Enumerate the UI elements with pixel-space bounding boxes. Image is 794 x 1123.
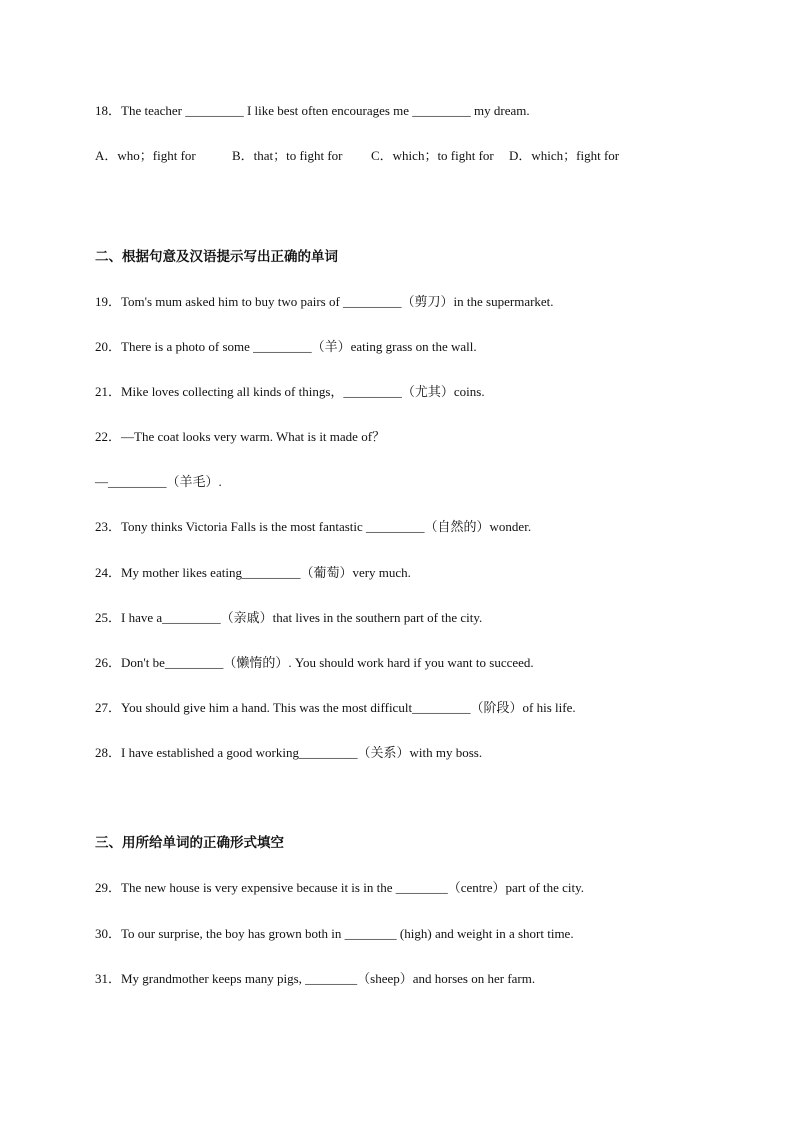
question-20: 20．There is a photo of some _________（羊）eating grass on the wall. (95, 339, 477, 354)
question-28: 28．I have established a good working_________（关系）with my boss. (95, 745, 483, 760)
section-2-heading: 二、根据句意及汉语提示写出正确的单词 (95, 249, 338, 265)
option-d: D．which；fight for (509, 148, 620, 163)
question-23: 23．Tony thinks Victoria Falls is the most fantastic _________（自然的）wonder. (95, 519, 532, 534)
option-c: C．which；to fight for (371, 148, 494, 163)
question-22-answer: —_________（羊毛）. (95, 474, 222, 489)
section-3-heading: 三、用所给单词的正确形式填空 (95, 835, 284, 851)
question-26: 26．Don't be_________（懒惰的）. You should work hard if you want to succeed. (95, 655, 534, 670)
question-29: 29．The new house is very expensive because it is in the ________（centre）part of the city. (95, 880, 585, 895)
option-a: A．who；fight for (95, 148, 196, 163)
question-31: 31．My grandmother keeps many pigs, ________（sheep）and horses on her farm. (95, 971, 536, 986)
question-30: 30．To our surprise, the boy has grown both in ________ (high) and weight in a short time. (95, 926, 574, 941)
question-24: 24．My mother likes eating_________（葡萄）very much. (95, 565, 411, 580)
question-19: 19．Tom's mum asked him to buy two pairs of _________（剪刀）in the supermarket. (95, 294, 554, 309)
question-25: 25．I have a_________（亲戚）that lives in the southern part of the city. (95, 610, 483, 625)
question-18-options (95, 147, 619, 165)
question-21: 21．Mike loves collecting all kinds of things，_________（尤其）coins. (95, 384, 485, 399)
option-b: B．that；to fight for (232, 148, 343, 163)
question-22: 22．—The coat looks very warm. What is it made of？ (95, 429, 386, 444)
question-18: 18．The teacher _________ I like best often encourages me _________ my dream. (95, 103, 530, 118)
question-27: 27．You should give him a hand. This was the most difficult_________（阶段）of his life. (95, 700, 576, 715)
